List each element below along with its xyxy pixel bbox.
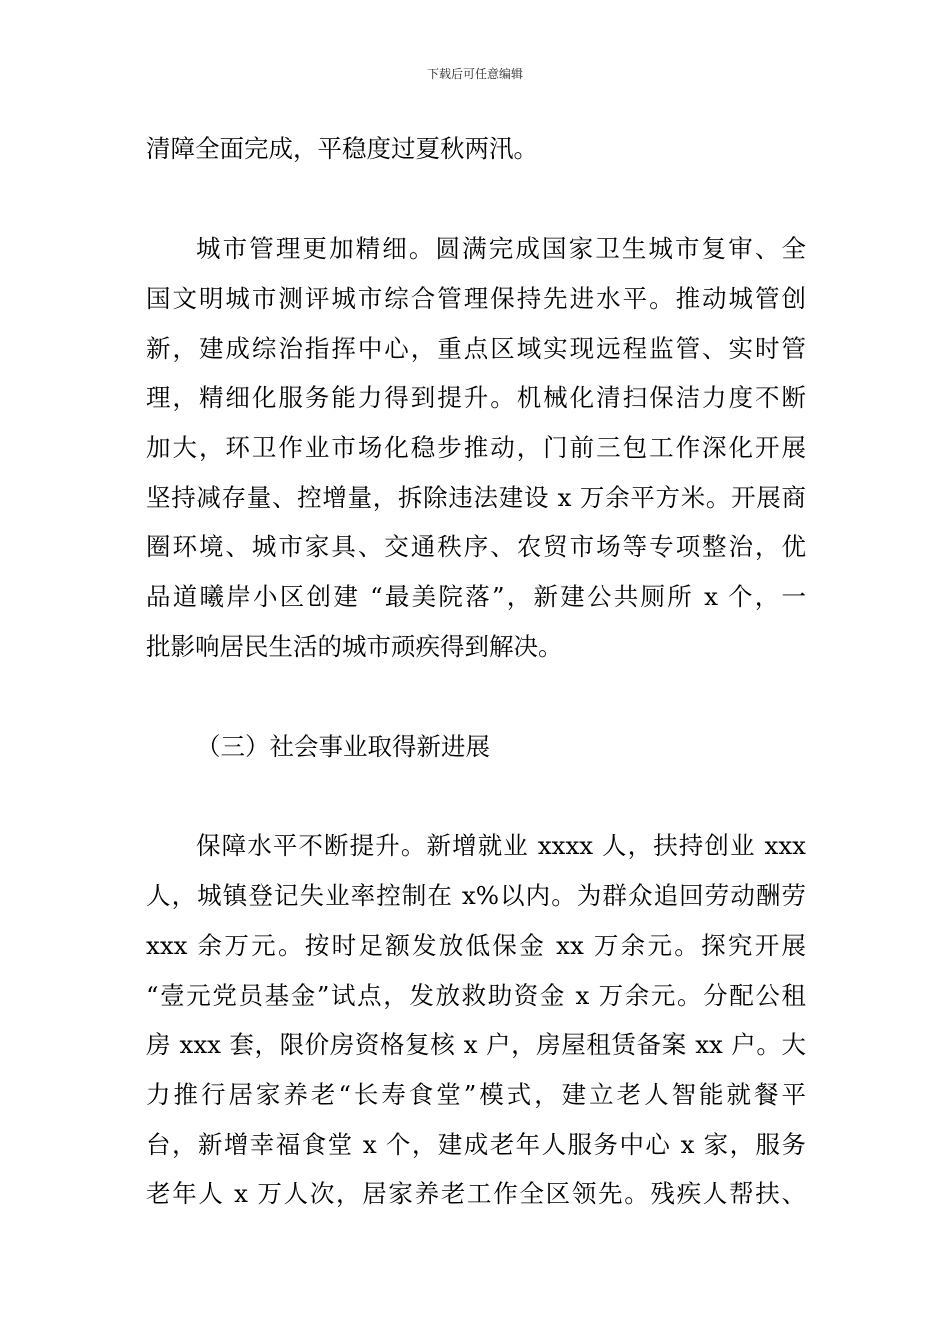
paragraph-line: 坚持减存量、控增量，拆除违法建设 x 万余平方米。开展商 (146, 483, 806, 512)
paragraph-line: 保障水平不断提升。新增就业 xxxx 人，扶持创业 xxx (196, 831, 806, 860)
header-note: 下载后可任意编辑 (426, 67, 523, 81)
paragraph-line: 力推行居家养老“长寿食堂”模式，建立老人智能就餐平 (146, 1080, 806, 1109)
paragraph-line: 品道曦岸小区创建 “最美院落”，新建公共厕所 x 个，一 (146, 582, 806, 611)
paragraph-line: 理，精细化服务能力得到提升。机械化清扫保洁力度不断 (146, 383, 806, 412)
paragraph-line: “壹元党员基金”试点，发放救助资金 x 万余元。分配公租 (146, 981, 806, 1010)
paragraph-line: 新，建成综治指挥中心，重点区域实现远程监管、实时管 (146, 334, 806, 363)
paragraph-line: 老年人 x 万人次，居家养老工作全区领先。残疾人帮扶、 (146, 1179, 806, 1208)
paragraph-line: 城市管理更加精细。圆满完成国家卫生城市复审、全 (196, 234, 806, 263)
paragraph-line: 批影响居民生活的城市顽疾得到解决。 (146, 632, 563, 661)
paragraph-line: 清障全面完成，平稳度过夏秋两汛。 (146, 134, 538, 163)
section-heading: （三）社会事业取得新进展 (196, 732, 490, 761)
paragraph-line: 台，新增幸福食堂 x 个，建成老年人服务中心 x 家，服务 (146, 1130, 806, 1159)
paragraph-line: 人，城镇登记失业率控制在 x%以内。为群众追回劳动酬劳 (146, 881, 806, 910)
paragraph-line: 圈环境、城市家具、交通秩序、农贸市场等专项整治，优 (146, 532, 806, 561)
paragraph-line: 房 xxx 套，限价房资格复核 x 户，房屋租赁备案 xx 户。大 (146, 1030, 806, 1059)
paragraph-line: xxx 余万元。按时足额发放低保金 xx 万余元。探究开展 (146, 931, 806, 960)
paragraph-line: 加大，环卫作业市场化稳步推动，门前三包工作深化开展 (146, 433, 806, 462)
paragraph-line: 国文明城市测评城市综合管理保持先进水平。推动城管创 (146, 284, 806, 313)
